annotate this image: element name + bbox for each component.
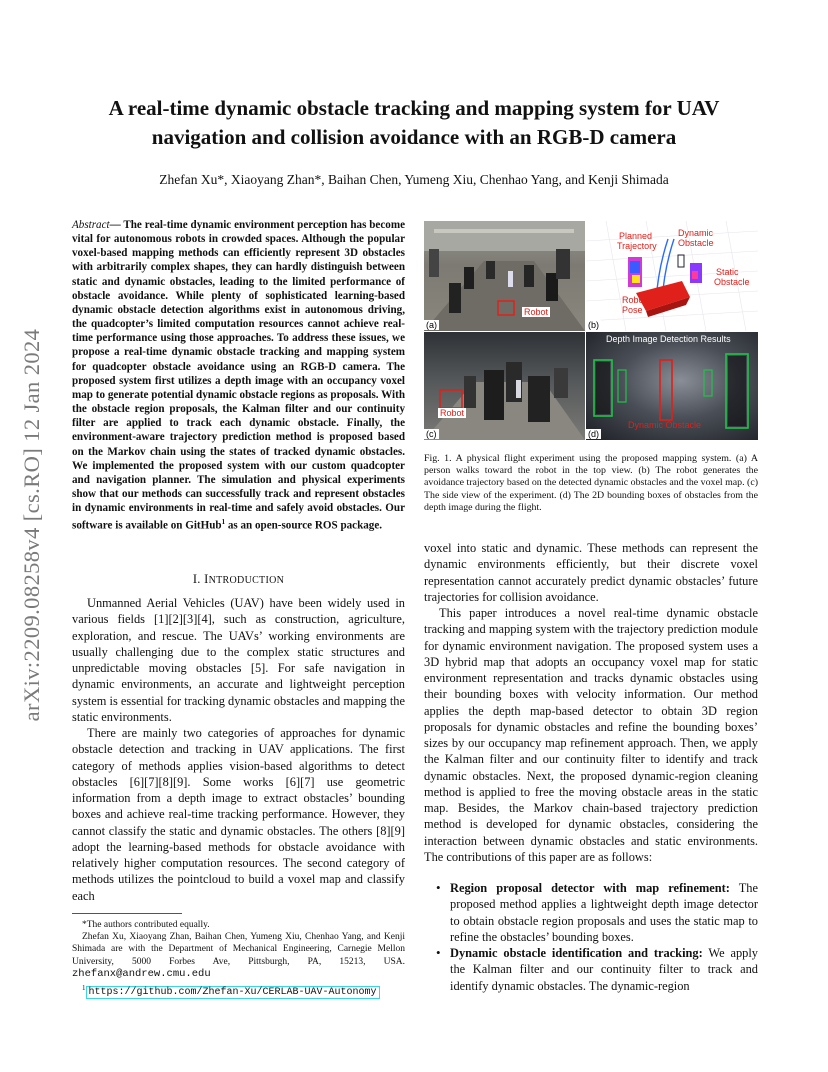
figure-panel-d	[586, 332, 758, 440]
warehouse-photo	[424, 221, 585, 331]
depth-title: Depth Image Detection Results	[606, 334, 731, 344]
robot-label-a: Robot	[524, 307, 549, 317]
author-email[interactable]: zhefanx@andrew.cmu.edu	[72, 967, 211, 980]
figure-caption: Fig. 1. A physical flight experiment using the proposed mapping system. (a) A person walks toward the robot in the top view. (b) The robot generates the avoidance trajectory based on the detected dynamic obstacles and the voxel map. (c) The side view of the experiment. (d) The 2D bounding boxes of obstacles from the depth image during the flight.	[424, 453, 758, 513]
robot-label-c: Robot	[440, 408, 465, 418]
abstract-tail: as an open-source ROS package.	[225, 519, 383, 532]
col2-paragraph-1: voxel into static and dynamic. These methods can represent the dynamic environments efficiently, but their discrete voxel representation cannot accurately predict dynamic obstacles’ future trajectories for collision avoidance.	[424, 541, 758, 604]
section-heading-introduction: I. INTRODUCTION	[192, 572, 285, 586]
abstract-label: Abstract	[72, 219, 110, 231]
figure-panel-c	[424, 332, 585, 440]
column-2-body	[424, 540, 758, 865]
footnote-mark: 1	[221, 518, 226, 527]
intro-body	[72, 595, 405, 904]
list-item: • Dynamic obstacle identification and tracking: We apply the Kalman filter and our continuity filter to track and identify dynamic obstacles. The dynamic-region	[436, 945, 758, 994]
panel-label-d: (d)	[588, 429, 599, 439]
footnote-affiliation: Zhefan Xu, Xiaoyang Zhan, Baihan Chen, Yumeng Xiu, Chenhao Yang, and Kenji Shimada are with the Department of Mechanical Engineering, Carnegie Mellon University, 5000 Forbes Ave, Pittsburgh, PA, 15213, USA. zhefanx@andrew.cmu.edu	[72, 932, 405, 980]
author-list: Zhefan Xu*, Xiaoyang Zhan*, Baihan Chen, Yumeng Xiu, Chenhao Yang, and Kenji Shimada	[159, 172, 669, 187]
dynamic-obstacle-label: Dynamic Obstacle	[628, 420, 702, 430]
pose-label-2: Pose	[622, 305, 643, 315]
intro-paragraph-1: Unmanned Aerial Vehicles (UAV) have been widely used in various fields [1][2][3][4], such as construction, agriculture, exploration, and rescue. The UAVs’ working environments are usually challenging due to the complex static structures and unpredictable moving obstacles [5]. For safe navigation in dynamic environments, an accurate and lightweight perception system is essential for tracking dynamic obstacles and mapping the static environments.	[72, 596, 405, 724]
panel-label-a: (a)	[426, 320, 437, 330]
abstract-text: — The real-time dynamic environment perception has become vital for autonomous robots in crowded spaces. Although the popular voxel-based mapping methods can efficiently represent 3D obstacles with arbitrarily complex shapes, they can hardly distinguish between static and dynamic obstacles, leading to the limited performance of obstacle avoidance. While plenty of sophisticated learning-based dynamic obstacle detection algorithms exist in autonomous driving, the quadcopter’s limited computation resources cannot achieve real-time performance using those approaches. To address these issues, we propose a real-time dynamic obstacle tracking and mapping system for quadcopter obstacle avoidance using an RGB-D camera. The proposed system first utilizes a depth image with an occupancy voxel map to generate potential dynamic obstacle regions as proposals. With the obstacle region proposals, the Kalman filter and our continuity filter are applied to track each dynamic obstacle. Finally, the environment-aware trajectory prediction method is proposed based on the Markov chain using the states of tracked dynamic obstacles. We implemented the proposed system with our custom quadcopter and navigation planner. The simulation and physical experiments show that our methods can successfully track and represent obstacles in dynamic environments in real-time and safely avoid obstacles. Our software is available on GitHub	[72, 219, 405, 532]
side-view-photo	[424, 332, 585, 440]
planned-label-2: Trajectory	[617, 241, 657, 251]
figure-panel-b	[586, 221, 758, 331]
contribution-list	[436, 880, 758, 994]
paper-title: A real-time dynamic obstacle tracking and mapping system for UAV navigation and collision avoidance with an RGB-D camera	[108, 96, 720, 149]
static-label-2: Obstacle	[714, 277, 750, 287]
github-link[interactable]: https://github.com/Zhefan-Xu/CERLAB-UAV-Autonomy	[86, 986, 380, 999]
footnotes	[72, 919, 405, 999]
list-item: • Region proposal detector with map refinement: The proposed method applies a lightweight depth image detector to obtain obstacle region proposals and uses the static map to refine the obstacles’ bounding boxes.	[436, 880, 758, 945]
figure-panel-a	[424, 221, 585, 331]
dynamic-label-1: Dynamic	[678, 228, 714, 238]
pose-label-1: Robot	[622, 295, 647, 305]
panel-label-b: (b)	[588, 320, 599, 330]
footnote-url: $^1$ https://github.com/Zhefan-Xu/CERLAB-UAV-Autonomy	[72, 982, 405, 999]
static-label-1: Static	[716, 267, 739, 277]
col2-paragraph-2: This paper introduces a novel real-time dynamic obstacle tracking and mapping system with the trajectory prediction module for dynamic environment navigation. The proposed system uses a 3D hybrid map that adopts an occupancy voxel map for static environment representation and tracks dynamic obstacles using their bounding boxes with velocity information. Our method applies the depth map-based detector to obtain 3D region proposals for dynamic obstacles and refine the bounding boxes’ sizes by our occupancy map refinement approach. Then, we apply the Kalman filter and our continuity filter to identify and track dynamic obstacles. Next, the proposed dynamic-region cleaning method is applied to free the moving obstacle areas in the static map. Besides, the Markov chain-based trajectory prediction method is developed for dynamic obstacles, considering the interaction between dynamic obstacles and static environments. The contributions of this paper are as follows:	[424, 606, 758, 864]
footnote-equal: *The authors contributed equally.	[82, 920, 210, 930]
dynamic-label-2: Obstacle	[678, 238, 714, 248]
abstract	[72, 218, 405, 533]
panel-label-c: (c)	[426, 429, 437, 439]
planned-label-1: Planned	[619, 231, 653, 241]
intro-paragraph-2: There are mainly two categories of approaches for dynamic obstacle detection and tracking in UAV applications. The first category of methods applies vision-based algorithms to detect obstacles [6][7][8][9]. Some works [6][7] use geometric information from a depth image to extract obstacles’ bounding boxes and achieve real-time tracking performance. However, they cannot classify the static and dynamic obstacles. The others [8][9] adopt the learning-based methods for obstacle avoidance with relatively higher computation resources. The second category of methods utilizes the pointcloud to build a voxel map and classify each	[72, 726, 405, 903]
arxiv-watermark: arXiv:2209.08258v4 [cs.RO] 12 Jan 2024	[19, 328, 44, 722]
